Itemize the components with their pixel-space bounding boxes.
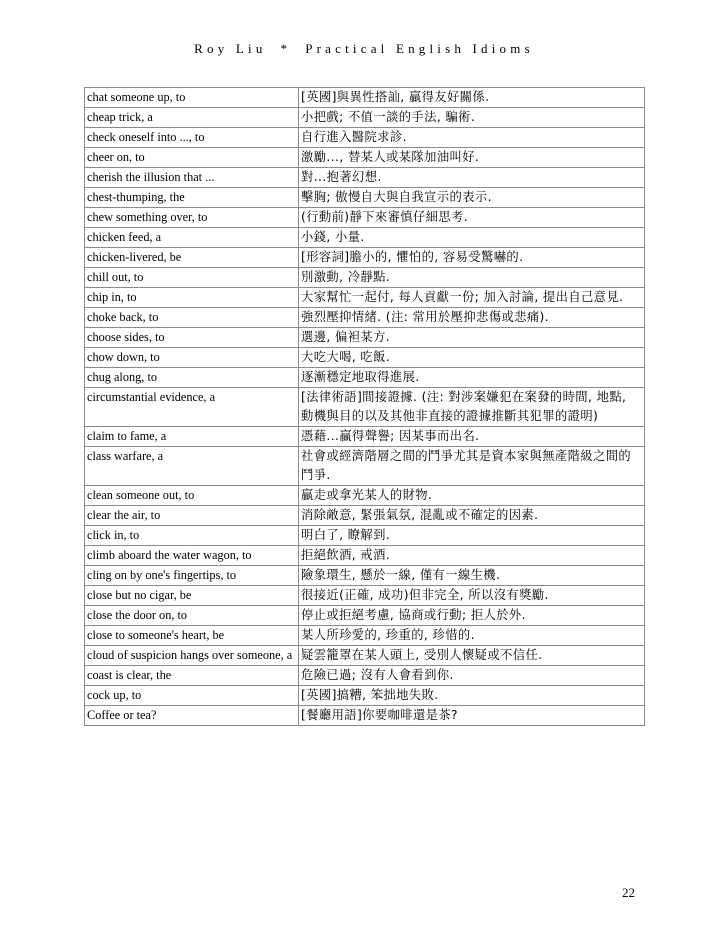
idiom-row [85, 666, 645, 686]
idiom-row [85, 686, 645, 706]
idiom-cell: cherish the illusion that ... [85, 168, 299, 188]
idiom-table-body [85, 88, 645, 726]
meaning-cell: [餐廳用語]你要咖啡還是茶? [299, 706, 645, 726]
idiom-row [85, 388, 645, 427]
idiom-row [85, 447, 645, 486]
idiom-cell: climb aboard the water wagon, to [85, 546, 299, 566]
header-author: Roy Liu [194, 41, 267, 56]
idiom-row [85, 128, 645, 148]
idiom-row [85, 228, 645, 248]
meaning-cell: 強烈壓抑情緒. (注: 常用於壓抑悲傷或悲痛). [299, 308, 645, 328]
idiom-cell: chip in, to [85, 288, 299, 308]
idiom-cell: cock up, to [85, 686, 299, 706]
idiom-row [85, 368, 645, 388]
header-title: Practical English Idioms [305, 41, 534, 56]
idiom-cell: clean someone out, to [85, 486, 299, 506]
idiom-cell: choke back, to [85, 308, 299, 328]
meaning-cell: 險象環生, 懸於一線, 僅有一線生機. [299, 566, 645, 586]
idiom-cell: close to someone's heart, be [85, 626, 299, 646]
idiom-cell: chat someone up, to [85, 88, 299, 108]
idiom-row [85, 586, 645, 606]
meaning-cell: 憑藉...贏得聲譽; 因某事而出名. [299, 427, 645, 447]
meaning-cell: 疑雲籠罩在某人頭上, 受別人懷疑或不信任. [299, 646, 645, 666]
idiom-cell: claim to fame, a [85, 427, 299, 447]
idiom-cell: cheap trick, a [85, 108, 299, 128]
idiom-cell: close but no cigar, be [85, 586, 299, 606]
idiom-cell: cheer on, to [85, 148, 299, 168]
idiom-cell: cloud of suspicion hangs over someone, a [85, 646, 299, 666]
idiom-cell: circumstantial evidence, a [85, 388, 299, 427]
meaning-cell: 社會或經濟階層之間的鬥爭尤其是資本家與無產階級之間的鬥爭. [299, 447, 645, 486]
meaning-cell: [英國]搞糟, 笨拙地失敗. [299, 686, 645, 706]
idiom-table [84, 87, 645, 726]
idiom-row [85, 168, 645, 188]
idiom-row [85, 148, 645, 168]
idiom-row [85, 626, 645, 646]
meaning-cell: 停止或拒絕考慮, 協商或行動; 拒人於外. [299, 606, 645, 626]
meaning-cell: 消除敵意, 緊張氣氛, 混亂或不確定的因素. [299, 506, 645, 526]
idiom-row [85, 486, 645, 506]
idiom-cell: chest-thumping, the [85, 188, 299, 208]
idiom-row [85, 606, 645, 626]
idiom-row [85, 506, 645, 526]
idiom-row [85, 328, 645, 348]
idiom-row [85, 706, 645, 726]
meaning-cell: 小把戲; 不值一談的手法, 騙術. [299, 108, 645, 128]
idiom-cell: check oneself into ..., to [85, 128, 299, 148]
idiom-row [85, 308, 645, 328]
meaning-cell: [英國]與異性搭訕, 贏得友好關係. [299, 88, 645, 108]
idiom-row [85, 248, 645, 268]
idiom-cell: coast is clear, the [85, 666, 299, 686]
meaning-cell: 明白了, 瞭解到. [299, 526, 645, 546]
idiom-row [85, 268, 645, 288]
meaning-cell: 大吃大喝, 吃飯. [299, 348, 645, 368]
idiom-cell: class warfare, a [85, 447, 299, 486]
meaning-cell: 選邊, 偏袒某方. [299, 328, 645, 348]
meaning-cell: 大家幫忙一起付, 每人貢獻一份; 加入討論, 提出自己意見. [299, 288, 645, 308]
idiom-cell: choose sides, to [85, 328, 299, 348]
idiom-row [85, 646, 645, 666]
idiom-cell: clear the air, to [85, 506, 299, 526]
meaning-cell: 某人所珍愛的, 珍重的, 珍惜的. [299, 626, 645, 646]
page-number: 22 [622, 885, 635, 900]
meaning-cell: [法律術語]間接證據. (注: 對涉案嫌犯在案發的時間, 地點, 動機與目的以及其他非直接的證據推斷其犯罪的證明) [299, 388, 645, 427]
meaning-cell: [形容詞]膽小的, 懼怕的, 容易受驚嚇的. [299, 248, 645, 268]
idiom-cell: chicken feed, a [85, 228, 299, 248]
meaning-cell: 贏走或拿光某人的財物. [299, 486, 645, 506]
meaning-cell: 很接近(正確, 成功)但非完全, 所以沒有獎勵. [299, 586, 645, 606]
idiom-cell: chow down, to [85, 348, 299, 368]
meaning-cell: 危險已過; 沒有人會看到你. [299, 666, 645, 686]
idiom-row [85, 427, 645, 447]
idiom-cell: close the door on, to [85, 606, 299, 626]
header-separator: * [280, 41, 292, 56]
idiom-row [85, 566, 645, 586]
idiom-cell: click in, to [85, 526, 299, 546]
idiom-cell: chill out, to [85, 268, 299, 288]
idiom-row [85, 188, 645, 208]
idiom-row [85, 526, 645, 546]
meaning-cell: 對...抱著幻想. [299, 168, 645, 188]
idiom-row [85, 108, 645, 128]
idiom-cell: Coffee or tea? [85, 706, 299, 726]
idiom-cell: chew something over, to [85, 208, 299, 228]
meaning-cell: 擊胸; 傲慢自大與自我宣示的表示. [299, 188, 645, 208]
meaning-cell: 別激動, 冷靜點. [299, 268, 645, 288]
idiom-row [85, 348, 645, 368]
idiom-cell: chicken-livered, be [85, 248, 299, 268]
idiom-cell: chug along, to [85, 368, 299, 388]
idiom-cell: cling on by one's fingertips, to [85, 566, 299, 586]
idiom-row [85, 546, 645, 566]
idiom-row [85, 208, 645, 228]
meaning-cell: (行動前)靜下來審慎仔細思考. [299, 208, 645, 228]
idiom-row [85, 88, 645, 108]
meaning-cell: 小錢, 小量. [299, 228, 645, 248]
running-header [0, 41, 728, 57]
meaning-cell: 激勵..., 替某人或某隊加油叫好. [299, 148, 645, 168]
meaning-cell: 拒絕飲酒, 戒酒. [299, 546, 645, 566]
idiom-row [85, 288, 645, 308]
meaning-cell: 逐漸穩定地取得進展. [299, 368, 645, 388]
meaning-cell: 自行進入醫院求診. [299, 128, 645, 148]
